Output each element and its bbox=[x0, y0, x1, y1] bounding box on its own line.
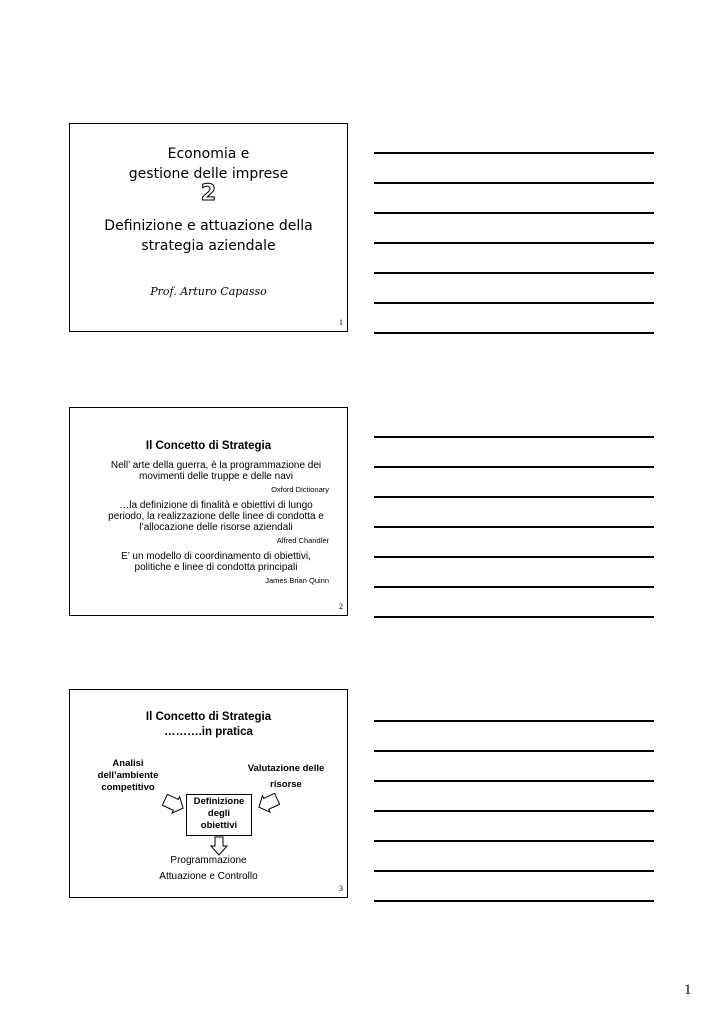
quote-1-line2: movimenti delle truppe e delle navi bbox=[139, 471, 293, 482]
slide-3-title-line2: ……….in pratica bbox=[164, 726, 253, 738]
note-line bbox=[374, 272, 654, 274]
left-label-line3: competitivo bbox=[101, 782, 155, 793]
slide-1-title-line1: Economia e bbox=[167, 146, 250, 162]
slide-2-title: Il Concetto di Strategia bbox=[145, 440, 272, 452]
quote-2-line3: l’allocazione delle risorse aziendali bbox=[139, 522, 293, 533]
note-line bbox=[374, 332, 654, 334]
quote-2-source: Alfred Chandler bbox=[276, 536, 329, 545]
arrow-left-down-icon bbox=[256, 793, 280, 813]
note-line bbox=[374, 466, 654, 468]
quote-2-line1: …la definizione di finalità e obiettivi di lungo bbox=[119, 500, 313, 511]
slide-1-number: 1 bbox=[339, 318, 343, 327]
objectives-box-line2: degli bbox=[207, 808, 231, 819]
slide-1-number-mark: 2 bbox=[200, 181, 217, 206]
note-line bbox=[374, 810, 654, 812]
note-line bbox=[374, 556, 654, 558]
slide-2 bbox=[69, 407, 348, 616]
note-line bbox=[374, 870, 654, 872]
note-line bbox=[374, 586, 654, 588]
slide-1-subtitle bbox=[70, 216, 347, 256]
note-line bbox=[374, 616, 654, 618]
note-line bbox=[374, 720, 654, 722]
slide-1-subtitle-line2: strategia aziendale bbox=[141, 238, 276, 254]
slide-1 bbox=[69, 123, 348, 332]
slide-1-subtitle-line1: Definizione e attuazione della bbox=[104, 218, 313, 234]
right-label-line2: risorse bbox=[270, 779, 302, 790]
note-line bbox=[374, 242, 654, 244]
quote-3 bbox=[96, 551, 336, 573]
slide-3-title bbox=[70, 710, 347, 740]
objectives-box-line1: Definizione bbox=[193, 796, 245, 807]
arrow-down-icon bbox=[210, 836, 228, 856]
slide-3 bbox=[69, 689, 348, 898]
note-line bbox=[374, 840, 654, 842]
objectives-box bbox=[186, 794, 252, 836]
quote-3-line1: E’ un modello di coordinamento di obiettivi, bbox=[121, 551, 311, 562]
quote-1-source: Oxford Dictionary bbox=[271, 485, 329, 494]
left-label-line1: Analisi bbox=[112, 758, 144, 769]
note-line bbox=[374, 436, 654, 438]
slide-1-title-line2: gestione delle imprese bbox=[128, 166, 289, 182]
note-line bbox=[374, 496, 654, 498]
slide-2-number: 2 bbox=[339, 602, 343, 611]
objectives-box-line3: obiettivi bbox=[200, 820, 238, 831]
slide-3-bottom-line2: Attuazione e Controllo bbox=[159, 871, 258, 882]
right-label bbox=[233, 761, 339, 793]
page-number: 1 bbox=[684, 982, 692, 998]
quote-2-line2: periodo, la realizzazione delle linee di condotta e bbox=[108, 511, 324, 522]
slide-3-number: 3 bbox=[339, 884, 343, 893]
note-line bbox=[374, 182, 654, 184]
left-label-line2: dell’ambiente bbox=[97, 770, 159, 781]
left-label bbox=[82, 758, 174, 794]
note-line bbox=[374, 900, 654, 902]
quote-3-line2: politiche e linee di condotta principali bbox=[134, 562, 298, 573]
note-line bbox=[374, 152, 654, 154]
slide-1-author: Prof. Arturo Capasso bbox=[150, 285, 267, 298]
note-line bbox=[374, 302, 654, 304]
note-line bbox=[374, 212, 654, 214]
quote-3-source: James Brian Quinn bbox=[265, 576, 329, 585]
right-label-line1: Valutazione delle bbox=[247, 763, 325, 774]
quote-1-line1: Nell’ arte della guerra, è la programmazione dei bbox=[110, 460, 322, 471]
slide-3-bottom-line1: Programmazione bbox=[170, 855, 247, 866]
quote-2 bbox=[96, 500, 336, 533]
note-line bbox=[374, 780, 654, 782]
slide-1-title bbox=[70, 144, 347, 184]
slide-3-title-line1: Il Concetto di Strategia bbox=[145, 711, 272, 723]
note-line bbox=[374, 750, 654, 752]
note-line bbox=[374, 526, 654, 528]
quote-1 bbox=[96, 460, 336, 482]
arrow-right-down-icon bbox=[162, 794, 186, 814]
